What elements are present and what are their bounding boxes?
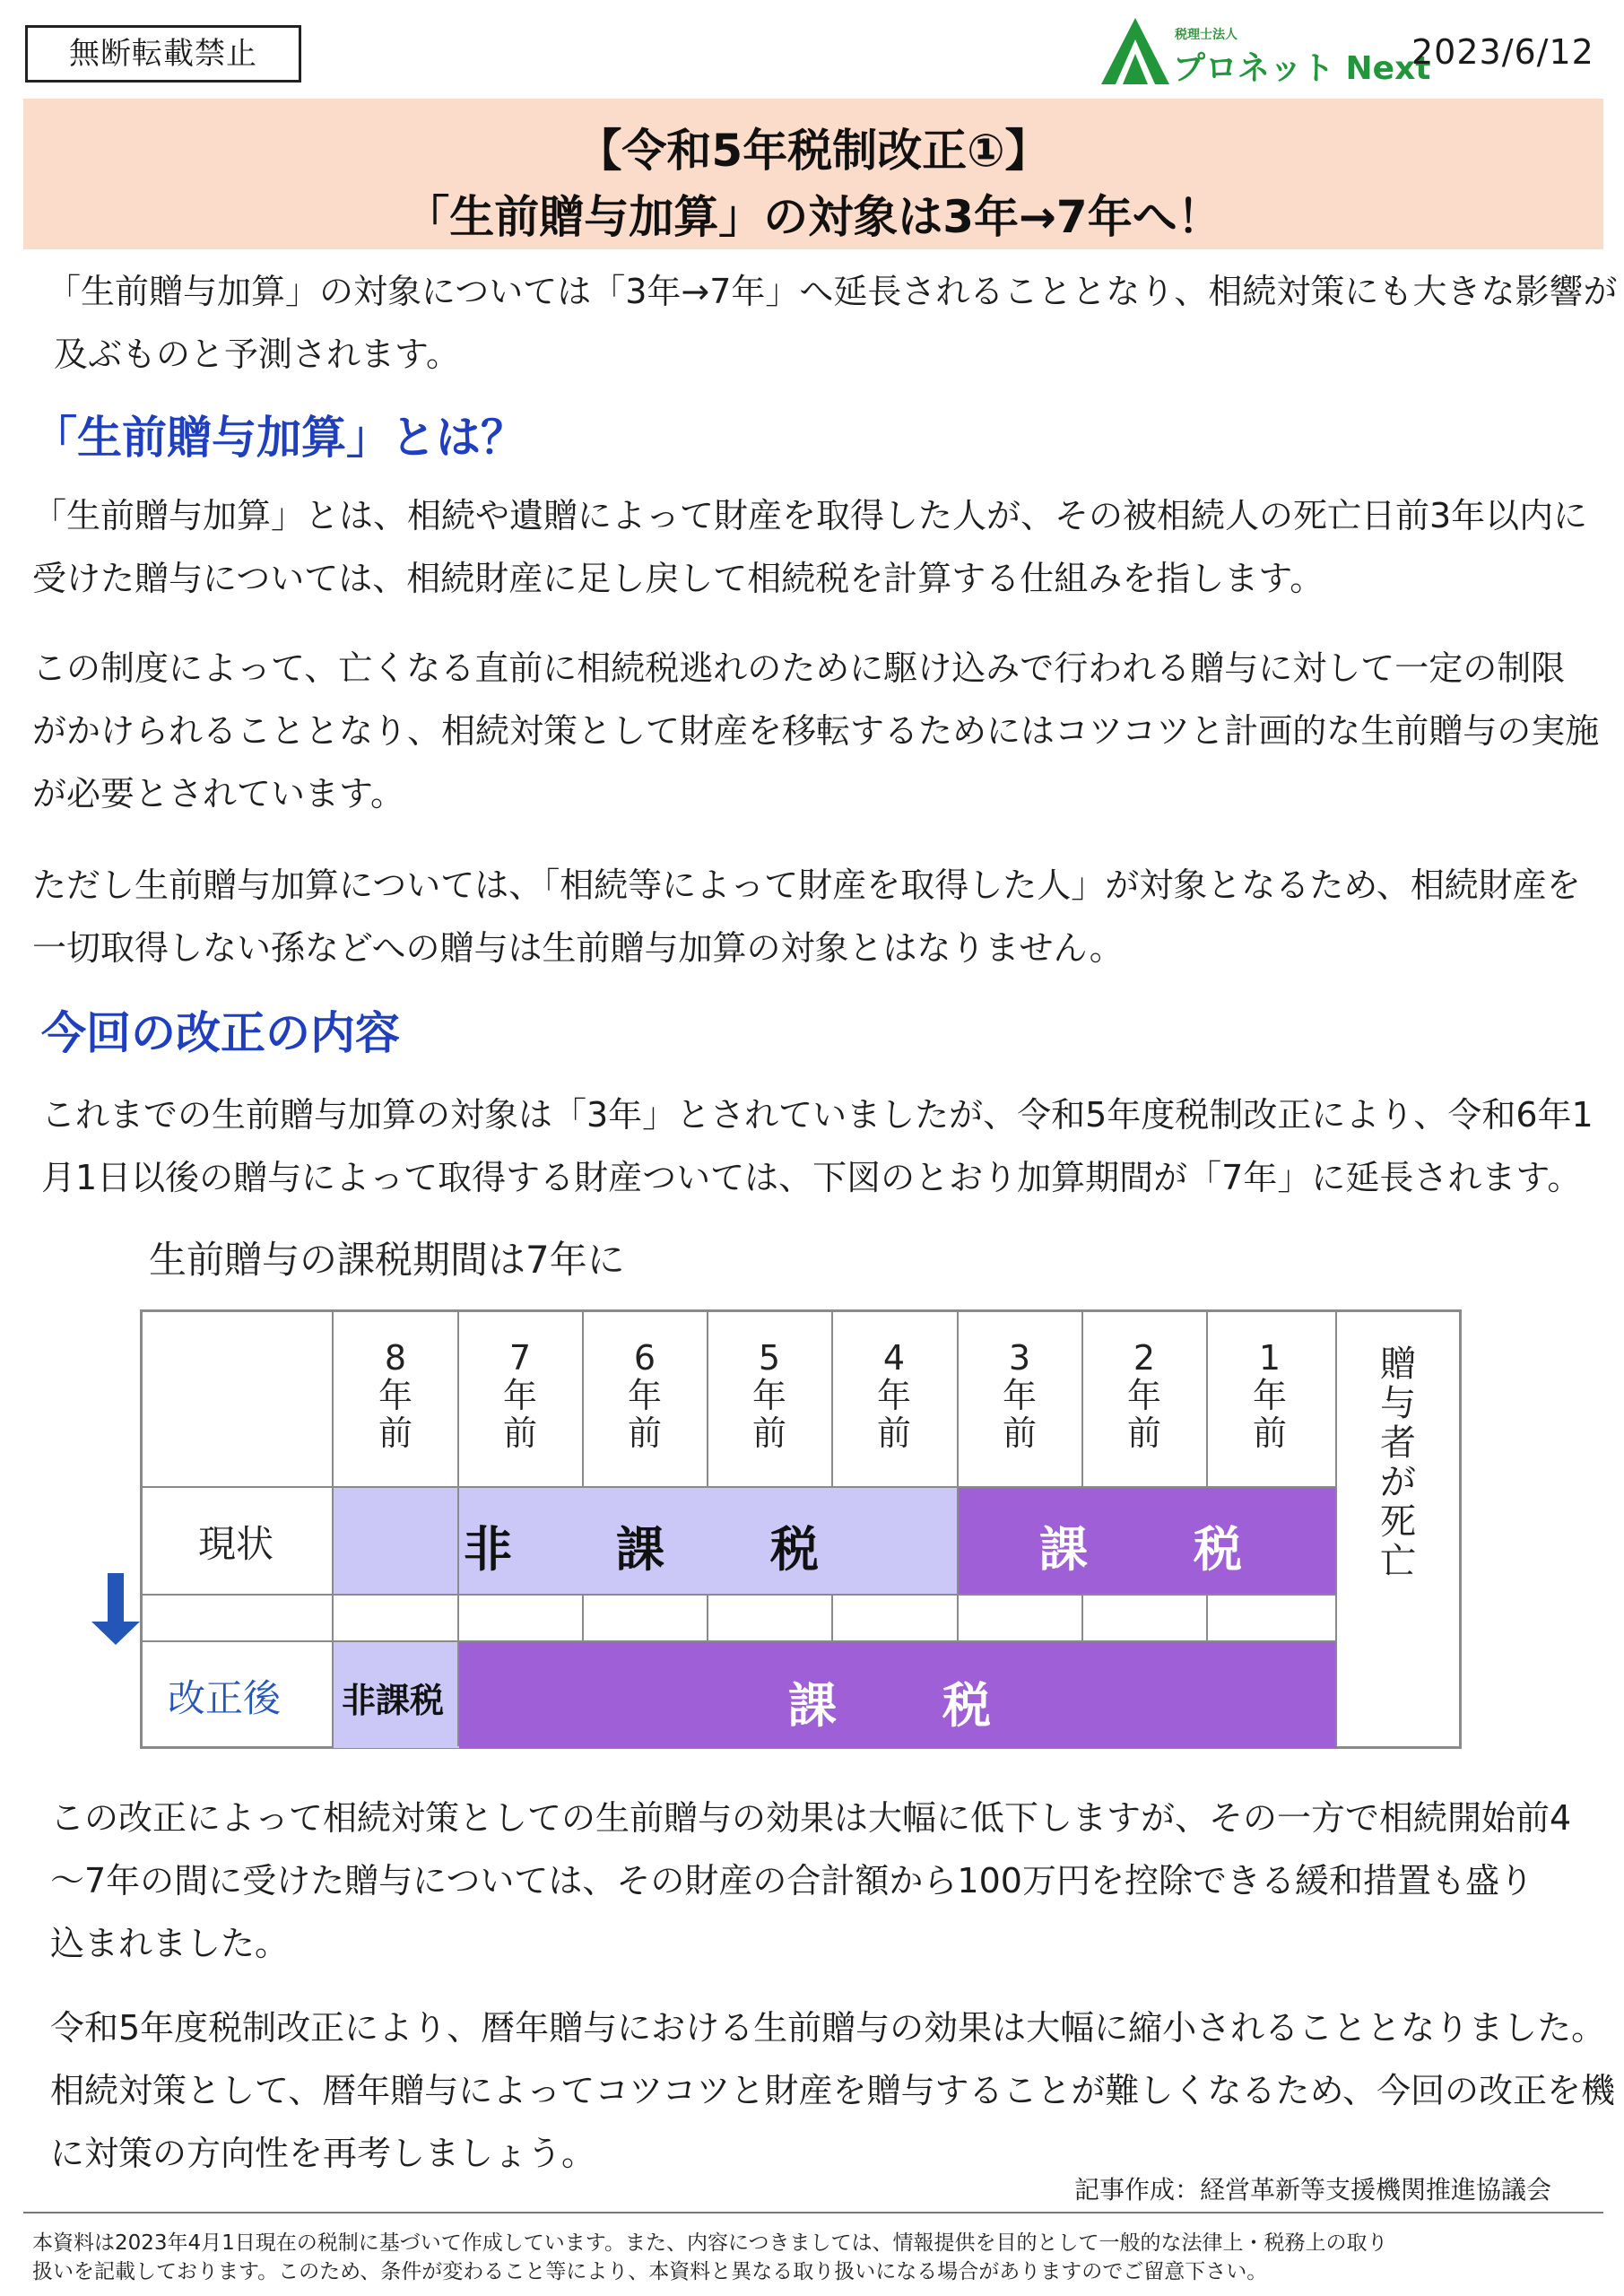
- grid-line: [831, 1594, 833, 1642]
- grid-line: [457, 1312, 459, 1746]
- after-nontax-label: 非課税: [342, 1681, 445, 1720]
- intro-line: 「生前贈与加算」の対象については「3年→7年」へ延長されることとなり、相続対策にも大きな影響が: [47, 272, 1618, 311]
- arrow-head-icon: [91, 1622, 140, 1645]
- paragraph-line: 相続対策として、暦年贈与によってコツコツと財産を贈与することが難しくなるため、今回の改正を機: [50, 2071, 1615, 2110]
- grid-line: [957, 1312, 959, 1642]
- title-line-1: 【令和5年税制改正①】: [577, 125, 1050, 177]
- column-header-1: 1 年 前: [1252, 1338, 1287, 1453]
- grid-line: [707, 1594, 708, 1642]
- after-tax-char: 税: [942, 1677, 991, 1734]
- paragraph-line: 令和5年度税制改正により、暦年贈与における生前贈与の効果は大幅に縮小されることとなりました。: [50, 2008, 1606, 2048]
- title-banner: [23, 99, 1603, 249]
- paragraph-line: ～7年の間に受けた贈与については、その財産の合計額から100万円を控除できる緩和措置も盛り: [50, 1861, 1533, 1900]
- paragraph-line: 一切取得しない孫などへの贈与は生前贈与加算の対象とはなりません。: [32, 928, 1124, 968]
- logo-mark-icon: [1101, 18, 1169, 84]
- column-header-3: 3 年 前: [1002, 1338, 1037, 1453]
- publish-date: 2023/6/12: [1411, 32, 1594, 72]
- paragraph-line: 受けた贈与については、相続財産に足し戻して相続税を計算する仕組みを指します。: [32, 559, 1324, 598]
- grid-line: [332, 1312, 334, 1746]
- current-tax-band: [959, 1488, 1337, 1594]
- disclaimer-line: 扱いを記載しております。このため、条件が変わること等により、本資料と異なる取り扱いになる場合がありますのでご留意下さい。: [32, 2260, 1268, 2283]
- current-nontax-char: 課: [616, 1521, 664, 1578]
- definition-paragraph: [32, 484, 1587, 610]
- grid-line: [143, 1640, 1335, 1642]
- article-credit: 記事作成：経営革新等支援機関推進協議会: [1074, 2175, 1552, 2205]
- grid-line: [1206, 1312, 1208, 1488]
- arrow-down-icon: [108, 1573, 124, 1625]
- after-tax-char: 課: [788, 1677, 837, 1734]
- paragraph-line: 月1日以後の贈与によって取得する財産ついては、下図のとおり加算期間が「7年」に延長されます。: [41, 1158, 1582, 1197]
- tax-period-diagram: [140, 1309, 1462, 1749]
- logo-name: プロネット Next: [1173, 50, 1431, 87]
- column-header-2: 2 年 前: [1126, 1338, 1161, 1453]
- current-tax-char: 課: [1039, 1521, 1088, 1578]
- paragraph-line: が必要とされています。: [32, 774, 404, 813]
- revision-paragraph: [41, 1083, 1594, 1209]
- purpose-paragraph: [32, 637, 1599, 825]
- logo-subtitle: 税理士法人: [1175, 28, 1238, 42]
- grid-line: [1081, 1312, 1083, 1488]
- paragraph-line: ただし生前贈与加算については、「相続等によって財産を取得した人」が対象となるため、相続財産を: [32, 865, 1581, 905]
- paragraph-line: に対策の方向性を再考しましょう。: [50, 2134, 596, 2173]
- death-label: 贈 与 者 が 死 亡: [1380, 1344, 1416, 1582]
- paragraph-line: 「生前贈与加算」とは、相続や遺贈によって財産を取得した人が、その被相続人の死亡日前3年以内に: [32, 496, 1588, 535]
- column-header-6: 6 年 前: [627, 1338, 662, 1453]
- paragraph-line: がかけられることとなり、相続対策として財産を移転するためにはコツコツと計画的な生前贈与の実施: [32, 711, 1600, 751]
- paragraph-line: これまでの生前贈与加算の対象は「3年」とされていましたが、令和5年度税制改正により、令和6年1: [41, 1095, 1594, 1135]
- paragraph-line: この改正によって相続対策としての生前贈与の効果は大幅に低下しますが、その一方で相続開始前4: [50, 1798, 1572, 1838]
- grid-line: [1335, 1312, 1337, 1746]
- relief-paragraph: [50, 1787, 1571, 1975]
- column-header-8: 8 年 前: [378, 1338, 413, 1453]
- current-tax-char: 税: [1194, 1521, 1242, 1578]
- row-label-current: 現状: [198, 1522, 274, 1566]
- column-header-7: 7 年 前: [502, 1338, 537, 1453]
- no-reprint-notice: 無断転載禁止: [25, 25, 301, 83]
- intro-paragraph: [47, 260, 1617, 386]
- grid-line: [143, 1594, 1335, 1596]
- grid-line: [582, 1594, 584, 1642]
- column-header-5: 5 年 前: [751, 1338, 786, 1453]
- grid-line: [707, 1312, 708, 1488]
- grid-line: [582, 1312, 584, 1488]
- current-nontax-char: 非: [464, 1521, 512, 1578]
- section-heading-revision: 今回の改正の内容: [41, 1007, 400, 1059]
- conclusion-paragraph: [50, 1996, 1615, 2185]
- current-nontax-char: 税: [770, 1521, 819, 1578]
- title-line-2: 「生前贈与加算」の対象は3年→7年へ！: [404, 191, 1222, 243]
- grid-line: [831, 1312, 833, 1488]
- paragraph-line: 込まれました。: [50, 1924, 290, 1963]
- paragraph-line: この制度によって、亡くなる直前に相続税逃れのために駆け込みで行われる贈与に対して一定の制限: [32, 648, 1566, 688]
- section-heading-definition: 「生前贈与加算」とは？: [32, 412, 525, 464]
- company-logo: [1101, 16, 1431, 88]
- diagram-caption: 生前贈与の課税期間は7年に: [149, 1238, 625, 1282]
- column-header-4: 4 年 前: [876, 1338, 911, 1453]
- after-tax-band: [459, 1642, 1337, 1748]
- footer-divider: [23, 2212, 1603, 2213]
- exception-paragraph: [32, 854, 1581, 979]
- grid-line: [1206, 1594, 1208, 1642]
- grid-line: [1081, 1594, 1083, 1642]
- grid-line: [143, 1486, 1335, 1488]
- row-label-after: 改正後: [168, 1676, 282, 1720]
- disclaimer-line: 本資料は2023年4月1日現在の税制に基づいて作成しています。また、内容につきましては、情報提供を目的として一般的な法律上・税務上の取り: [32, 2231, 1388, 2255]
- intro-line: 及ぶものと予測されます。: [54, 335, 460, 374]
